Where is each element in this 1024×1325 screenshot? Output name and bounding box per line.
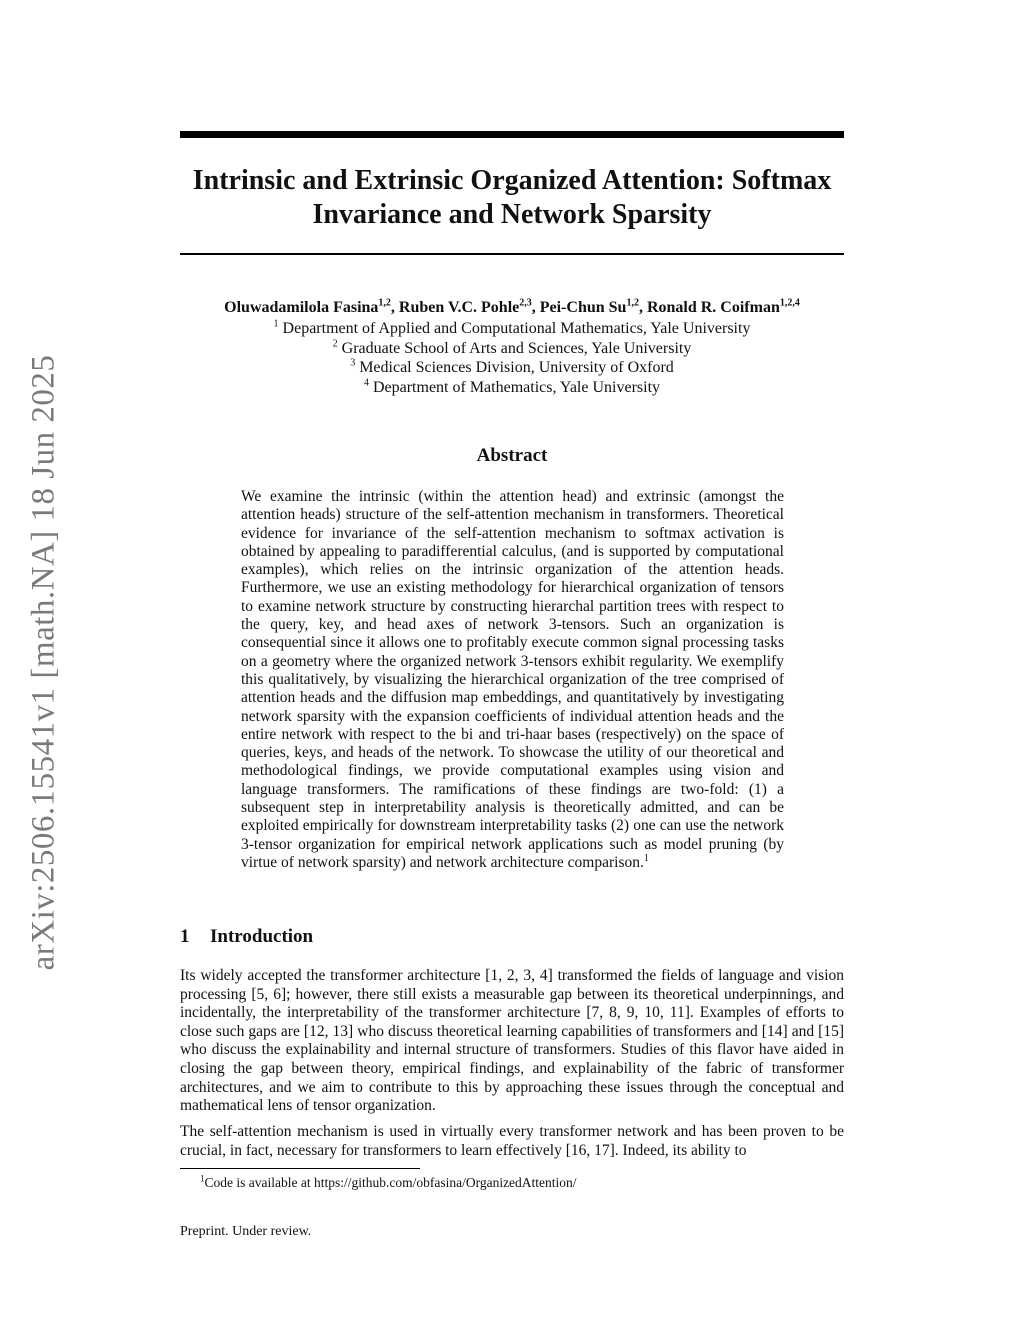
author: Pei-Chun Su$^{1,2}$,: [539, 297, 647, 316]
arxiv-sidebar: [14, 352, 74, 972]
intro-paragraph: The self-attention mechanism is used in virtually every transformer network and has been proven to be crucial, in fact, necessary for transformers to learn effectively [16, 17]. Indeed, its ability to: [180, 1123, 844, 1159]
affiliation: $^2$ Graduate School of Arts and Sciences, Yale University: [332, 338, 692, 357]
footnote-mark[interactable]: 1: [643, 852, 649, 864]
author-list: [180, 298, 844, 318]
footnote-text: Code is available at https://github.com/obfasina/OrganizedAttention/: [204, 1175, 577, 1190]
abstract-text: We examine the intrinsic (within the attention head) and extrinsic (amongst the attention heads) structure of the self-attention mechanism in transformers. Theoretical evidence for invariance of the self-attention mechanism to softmax activation is obtained by appealing to paradifferential calculus, (and is supported by computational examples), which relies on the intrinsic organization of the attention heads. Furthermore, we use an existing methodology for hierarchical organization of tensors to examine network structure by constructing hierarchal partition trees with respect to the query, key, and head axes of network 3-tensors. Such an organization is consequential since it allows one to profitably execute common signal processing tasks on a geometry where the organized network 3-tensors exhibit regularity. We exemplify this qualitatively, by visualizing the hierarchical organization of the tree comprised of attention heads and the diffusion map embeddings, and quantitatively by investigating network sparsity with the expansion coefficients of individual attention heads and the entire network with respect to the bi and tri-haar bases (respectively) on the space of queries, keys, and heads of the network. To showcase the utility of our theoretical and methodological findings, we provide computational examples using vision and language transformers. The ramifications of these findings are two-fold: (1) a subsequent step in interpretability analysis is theoretically admitted, and can be exploited empirically for downstream interpretability tasks (2) one can use the network 3-tensor organization for empirical network applications such as model pruning (by virtue of network sparsity) and network architecture comparison.$^1$: [241, 488, 784, 871]
affiliation: $^3$ Medical Sciences Division, University of Oxford: [350, 357, 674, 376]
footnote-rule: [180, 1168, 420, 1169]
preprint-note: Preprint. Under review.: [180, 1224, 312, 1239]
paper-title: Intrinsic and Extrinsic Organized Attention: Softmax Invariance and Network Sparsity: [192, 165, 832, 230]
section-heading-introduction: [180, 926, 313, 948]
footnote: [200, 1174, 577, 1191]
author: Ruben V.C. Pohle$^{2,3}$,: [398, 297, 540, 316]
title-rule-bottom: [180, 253, 844, 255]
arxiv-id: arXiv:2506.15541v1 [math.NA] 18 Jun 2025: [25, 354, 62, 970]
section-title: Introduction: [210, 926, 314, 947]
author: Ronald R. Coifman$^{1,2,4}$: [646, 297, 800, 316]
affiliation: $^1$ Department of Applied and Computational Mathematics, Yale University: [273, 318, 751, 337]
abstract-heading: Abstract: [476, 445, 548, 466]
footnote-number: 1: [200, 1173, 205, 1184]
author: Oluwadamilola Fasina$^{1,2}$,: [224, 297, 399, 316]
affiliation: $^4$ Department of Mathematics, Yale University: [363, 377, 661, 396]
affiliation-list: [180, 319, 844, 397]
intro-paragraph: Its widely accepted the transformer architecture [1, 2, 3, 4] transformed the fields of language and vision processing [5, 6]; however, there still exists a measurable gap between its theoretical underpinnings, and incidentally, the interpretability of the transformer architecture [7, 8, 9, 10, 11]. Examples of efforts to close such gaps are [12, 13] who discuss theoretical learning capabilities of transformers and [14] and [15] who discuss the explainability and internal structure of transformers. Studies of this flavor have aided in closing the gap between theory, empirical findings, and explainability of the fabric of transformer architectures, and we aim to contribute to this by approaching these issues through the conceptual and mathematical lens of tensor organization.: [180, 967, 844, 1115]
section-number: 1: [180, 926, 190, 947]
title-rule-top: [180, 131, 844, 138]
